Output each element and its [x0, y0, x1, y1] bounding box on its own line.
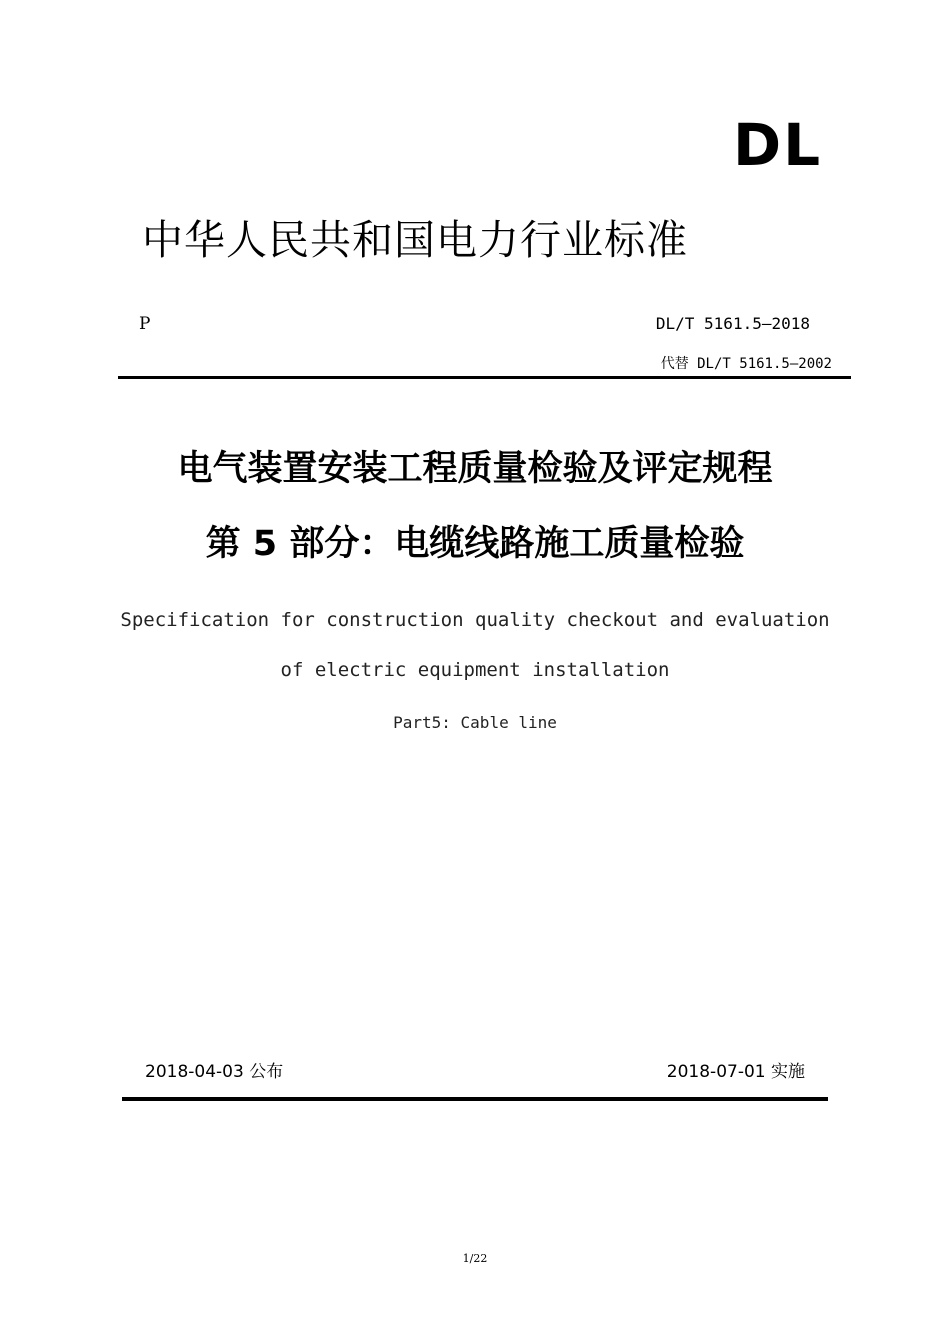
replaces-standard: 代替 DL/T 5161.5—2002: [660, 356, 832, 372]
header-divider: [118, 376, 851, 379]
document-subtitle: 第 5 部分：电缆线路施工质量检验: [205, 524, 745, 564]
english-title-line-1: Specification for construction quality checkout and evaluation: [120, 609, 830, 631]
footer-divider: [122, 1097, 828, 1101]
document-title: 电气装置安装工程质量检验及评定规程: [177, 449, 773, 489]
implementation-date: 2018-07-01 实施: [666, 1062, 805, 1082]
english-title-line-2: of electric equipment installation: [280, 659, 670, 681]
page-number: 1/22: [462, 1252, 488, 1265]
dl-logo: DL: [733, 111, 823, 179]
english-part-title: Part5: Cable line: [393, 713, 557, 732]
standard-title: 中华人民共和国电力行业标准: [142, 216, 688, 264]
standard-number: DL/T 5161.5—2018: [655, 314, 810, 333]
publish-date: 2018-04-03 公布: [145, 1062, 284, 1082]
classification-code: P: [139, 314, 151, 334]
